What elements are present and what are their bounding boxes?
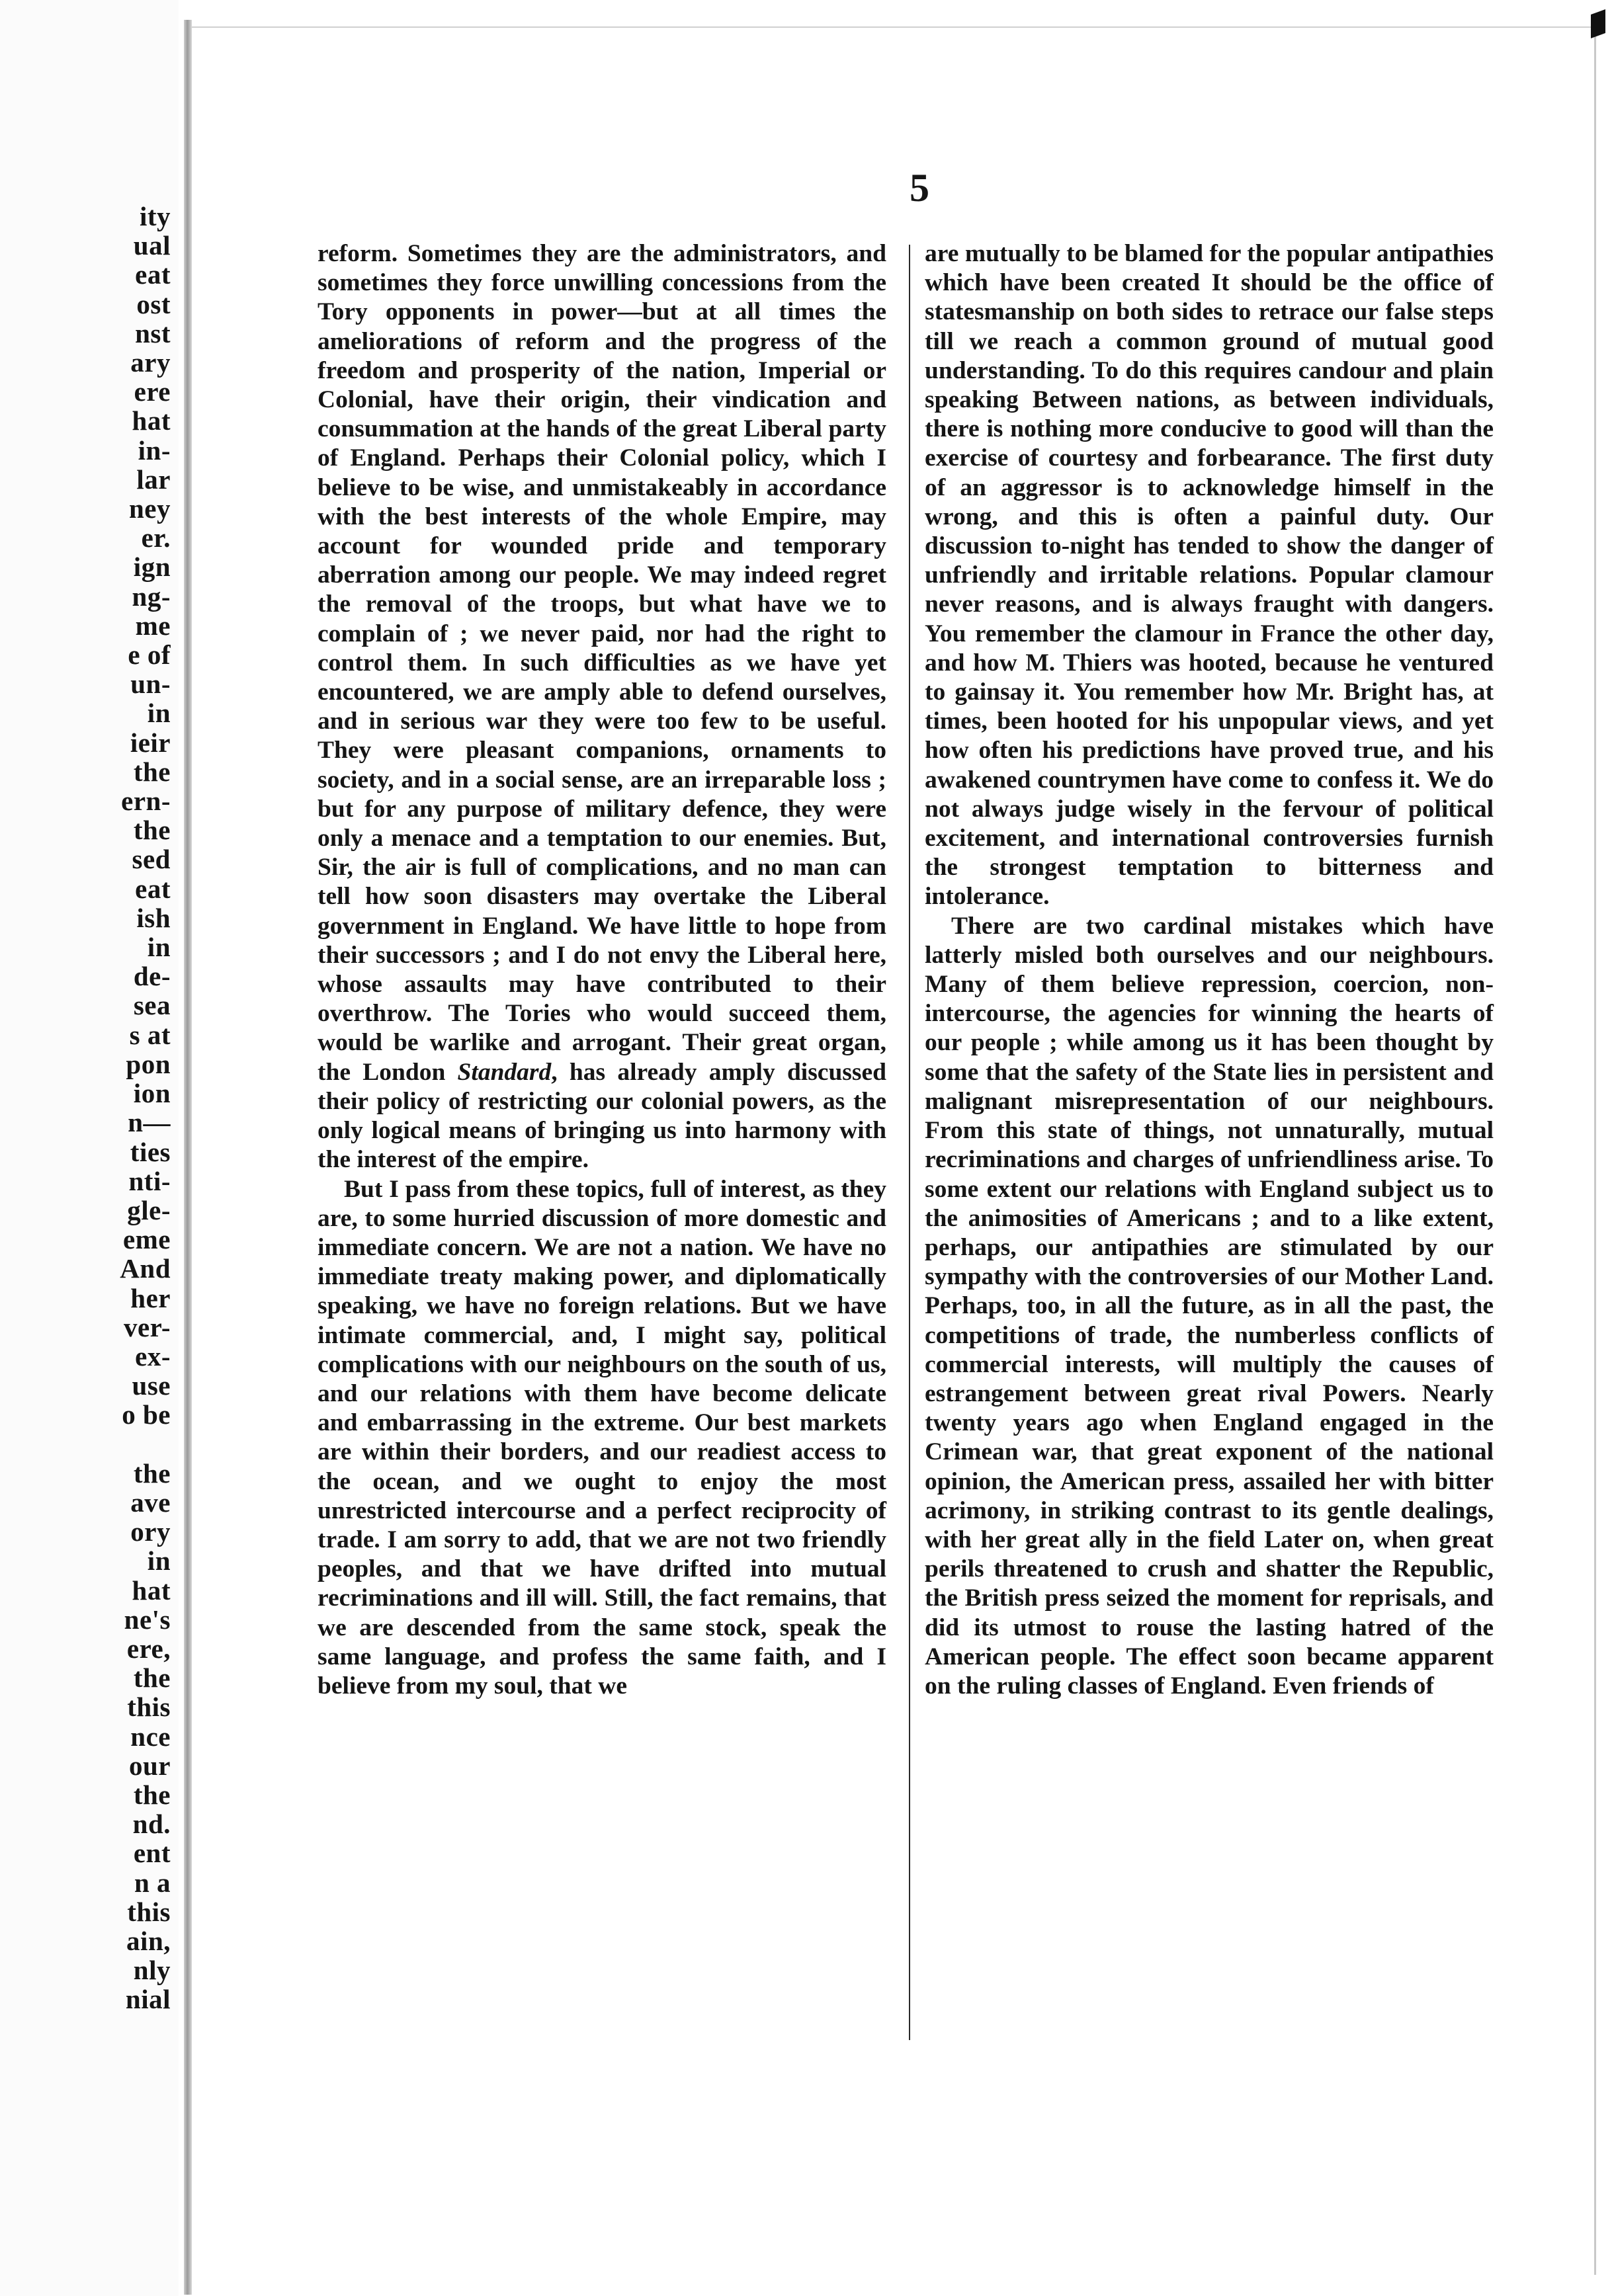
page-border-top [192,26,1594,28]
right-paragraph-2: There are two cardinal mistakes which have latterly misled both ourselves and our neighbours. Many of them believe repression, coercion, non-intercourse, the agencies for winning the hearts of our people ; while among us it has been thought by some that the safety of the State lies in persistent and malignant misrepresentation of our neighbours. From this state of things, not unnaturally, mutual recriminations and charges of unfriendliness arise. To some extent our relations with England subject us to the animosities of Americans ; and to a like extent, perhaps, our antipathies are stimulated by our sympathy with the controversies of our Mother Land. Perhaps, too, in all the future, as in all the past, the competitions of trade, the numberless conflicts of commercial interests, will multiply the causes of estrangement between great rival Powers. Nearly twenty years ago when England engaged in the Crimean war, that great exponent of the national opinion, the American press, assailed her with bitter acrimony, in striking contrast to its gentle dealings, with her great ally in the field Later on, when great perils threatened to crush and shatter the Republic, the British press seized the moment for reprisals, and did its utmost to rouse the lasting hatred of the American people. The effect soon became apparent on the ruling classes of England. Even friends of [925,912,1494,1700]
right-column [925,239,1494,1701]
previous-page-edge [0,0,179,2296]
corner-mark [1591,9,1605,38]
left-paragraph-1-italic: Standard [457,1058,552,1086]
left-paragraph-1-text: reform. Sometimes they are the administrators, and sometimes they force unwilling concessions from the Tory opponents in power—but at all times the ameliorations of reform and the progress of the freedom and prosperity of the nation, Imperial or Colonial, have their origin, their vindication and consummation at the hands of the great Liberal party of England. Perhaps their Colonial policy, which I believe to be wise, and unmistakeably in accordance with the best interests of the whole Empire, may account for wounded pride and temporary aberration among our people. We may indeed regret the removal of the troops, but what have we to complain of ; we never paid, nor had the right to control them. In such difficulties as we have yet encountered, we are amply able to defend ourselves, and in serious war they were too few to be useful. They were pleasant companions, ornaments to society, and in a social sense, are an irreparable loss ; but for any purpose of military defence, they were only a menace and a temptation to our enemies. But, Sir, the air is full of complications, and no man can tell how soon disasters may overtake the Liberal government in England. We have little to hope from their successors ; and I do not envy the Liberal here, whose assaults may have contributed to their overthrow. The Tories who would succeed them, would be warlike and arrogant. Their great organ, the London [318,240,886,1086]
page-gutter [184,20,192,2295]
page-border-right [1594,26,1596,2275]
column-divider [909,245,910,2040]
previous-page-text-fragments: ity ual eat ost nst ary ere hat in- lar ney er. ign ng- me e of un- in ieir the ern- the sed eat ish in de- sea s at pon ion n— ties nti- gle- eme And her ver- ex- use o be the ave ory in hat ne's ere, the this nce our the nd. ent n a this ain, nly nial [120,201,171,2015]
right-paragraph-1: are mutually to be blamed for the popular antipathies which have been created It should be the office of statesmanship on both sides to retrace our false steps till we reach a common ground of mutual good understanding. To do this requires candour and plain speaking Between nations, as between individuals, there is nothing more conducive to good will than the exercise of courtesy and forbearance. The first duty of an aggressor is to acknowledge himself in the wrong, and this is often a painful duty. Our discussion to-night has tended to show the danger of unfriendly and irritable relations. Popular clamour never reasons, and is always fraught with dangers. You remember the clamour in France the other day, and how M. Thiers was hooted, because he ventured to gainsay it. You remember how Mr. Bright has, at times, been hooted for his unpopular views, and yet how often his predictions have proved true, and his awakened countrymen have come to confess it. We do not always judge wisely in the fervour of political excitement, and international controversies furnish the strongest temptation to bitterness and intolerance. [925,240,1494,911]
left-column [318,239,886,1701]
page-number: 5 [910,166,929,210]
left-paragraph-2: But I pass from these topics, full of interest, as they are, to some hurried discussion of more domestic and immediate concern. We are not a nation. We have no immediate treaty making power, and diplomatically speaking, we have no foreign relations. But we have intimate commercial, and, I might say, political complications with our neighbours on the south of us, and our relations with them have become delicate and embarrassing in the extreme. Our best markets are within their borders, and our readiest access to the ocean, and we ought to enjoy the most unrestricted intercourse and a perfect reciprocity of trade. I am sorry to add, that we are not two friendly peoples, and that we have drifted into mutual recriminations and ill will. Still, the fact remains, that we are descended from the same stock, speak the same language, and profess the same faith, and I believe from my soul, that we [318,1175,886,1700]
left-paragraph-1 [318,239,886,1175]
left-paragraph-1-end: , has already amply discussed their policy of restricting our colonial powers, as the only logical means of bringing us into harmony with the interest of the empire. [318,1058,886,1174]
